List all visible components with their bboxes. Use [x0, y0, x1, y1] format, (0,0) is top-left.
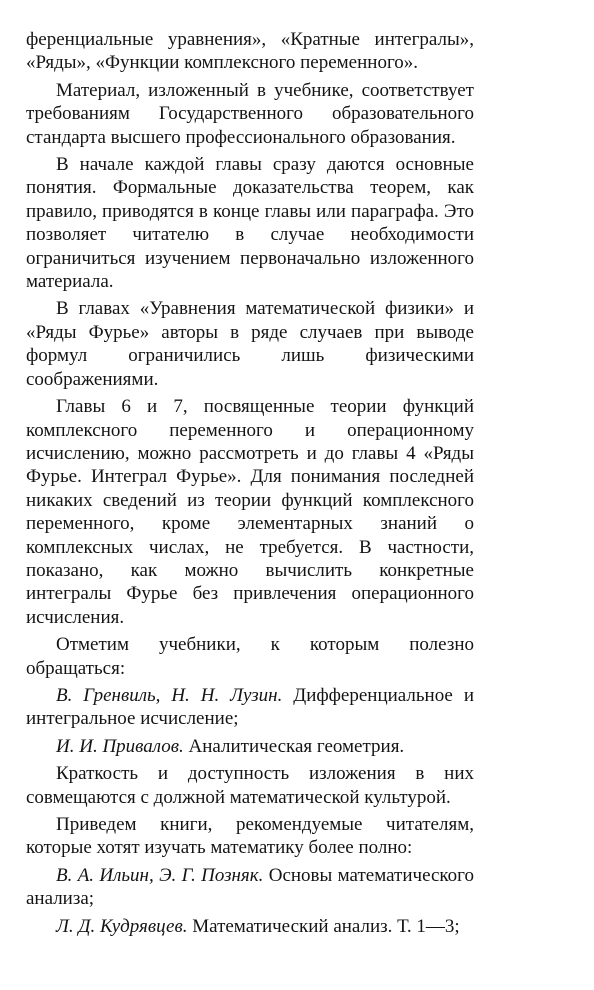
- reference-authors: В. Гренвиль, Н. Н. Лузин.: [56, 684, 283, 706]
- paragraph: В начале каждой главы сразу даются основные понятия. Формальные доказательства теорем, как правило, приводятся в конце главы или параграфа. Это позволяет читателю в случае необходимости ограничиться изучением первоначально изложенного материала.: [26, 154, 474, 293]
- paragraph: Отметим учебники, к которым полезно обращаться:: [26, 634, 474, 679]
- reference-item: [26, 915, 474, 938]
- reference-item: [26, 735, 474, 758]
- page-text: [26, 28, 474, 938]
- reference-item: [26, 864, 474, 911]
- paragraph: Главы 6 и 7, посвященные теории функций комплексного переменного и операционному исчислению, можно рассмотреть и до главы 4 «Ряды Фурье. Интеграл Фурье». Для понимания последней никаких сведений из теории функций комплексного переменного, кроме элементарных знаний о комплексных числах, не требуется. В частности, показано, как можно вычислить конкретные интегралы Фурье без привлечения операционного исчисления.: [26, 396, 474, 628]
- reference-authors: В. А. Ильин, Э. Г. Позняк.: [56, 864, 264, 886]
- reference-item: [26, 684, 474, 731]
- paragraph: Краткость и доступность изложения в них совмещаются с должной математической культурой.: [26, 763, 474, 808]
- reference-authors: И. И. Привалов.: [56, 735, 184, 757]
- reference-title: Основы математического анализа;: [26, 864, 475, 910]
- reference-title: Дифференциальное и интегральное исчисление;: [26, 684, 474, 730]
- paragraph: Приведем книги, рекомендуемые читателям, которые хотят изучать математику более полно:: [26, 814, 474, 859]
- paragraph: ференциальные уравнения», «Кратные интегралы», «Ряды», «Функции комплексного переменного».: [26, 29, 474, 74]
- reference-title: Аналитическая геометрия.: [183, 735, 405, 757]
- reference-title: Математический анализ. Т. 1—3;: [187, 915, 460, 937]
- paragraph: В главах «Уравнения математической физики» и «Ряды Фурье» авторы в ряде случаев при выводе формул ограничились лишь физическими соображениями.: [26, 298, 474, 390]
- paragraph: Материал, изложенный в учебнике, соответствует требованиям Государственного образовательного стандарта высшего профессионального образования.: [26, 79, 474, 148]
- reference-authors: Л. Д. Кудрявцев.: [56, 915, 188, 937]
